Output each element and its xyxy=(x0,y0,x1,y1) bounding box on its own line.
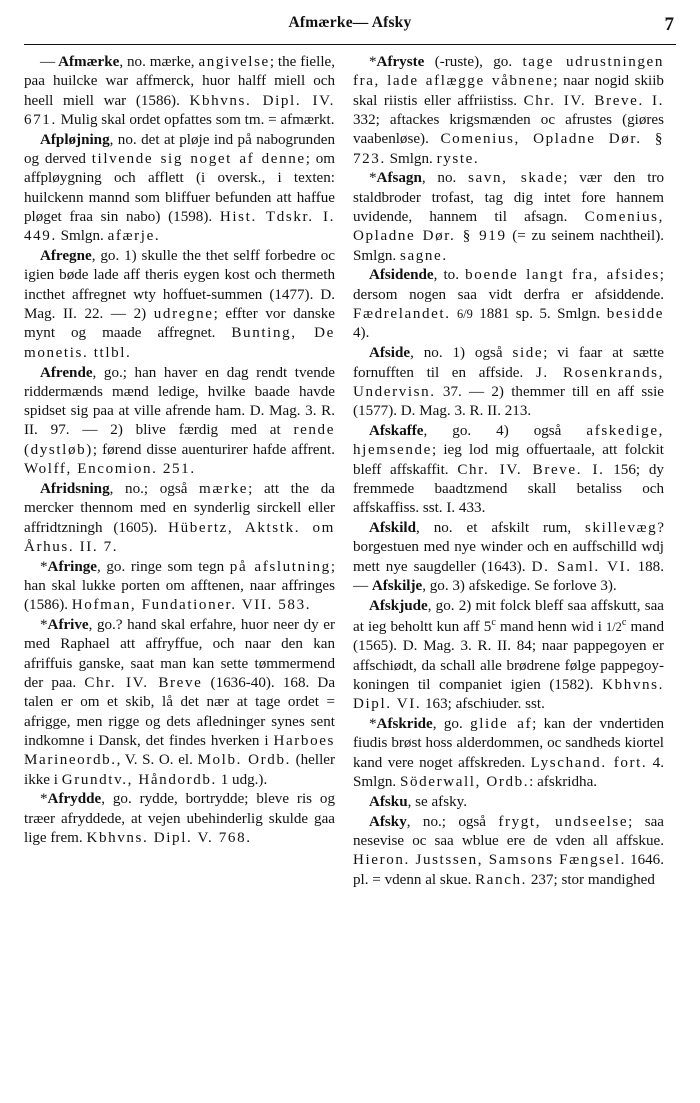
dictionary-entry-afregne: Afregne, go. 1) skulle the thet selff forbedre oc igien bøde lade aff theris eygen kost och thermeth incthet affregnet wty hoffuet-summen (1477). D. Mag. II. 22. — 2) udregne; effter vor danske mynt og maade affregnet. Bunting, De monetis. ttlbl. xyxy=(24,248,336,361)
dictionary-entry-afskride: *Afskride, go. glide af; kan der vndertiden fiudis brøst hoss alderdommen, oc sandheds kiortel kand vere noget affskreden. Lyschand. fort. 4. Smlgn. Söderwall, Ordb.: afskridha. xyxy=(353,716,664,791)
dictionary-entry-afsagn: *Afsagn, no. savn, skade; vær den tro staldbroder trofast, tag dig intet fore hannem uvidende, hannem til afsagn. Comenius, Opladne Dør. § 919 (= zu seinem nachtheil). Smlgn. sagne. xyxy=(353,170,665,264)
dictionary-entry-afsky: Afsky, no.; også frygt, undseelse; saa nesevise oc saa wblue ere de vden all affskue. Hieron. Justssen, Samsons Fængsel. 1646. pl. = vdenn al skue. Ranch. 237; stor mandighed xyxy=(353,813,665,888)
dictionary-entry-afskild: Afskild, no. et afskilt rum, skillevæg? borgestuen med nye winder och en auffschilld wdj mett nye saugdeller (1643). D. Saml. VI. 188. — Afskilje, go. 3) afskedige. Se forlove 3). xyxy=(353,520,664,594)
dictionary-entry-afridsning: Afridsning, no.; også mærke; att the da mercker thennom med en synderlig sirckell eller affridtzningh (1605). Hübertz, Aktstk. om Århus. II. 7. xyxy=(24,480,335,555)
dictionary-entry-afrydde: *Afrydde, go. rydde, bortrydde; bleve ris og træer afryddede, at vejen ubehinderlig skulde gaa lige frem. Kbhvns. Dipl. V. 768. xyxy=(24,791,335,846)
page-number: 7 xyxy=(664,14,674,35)
text-columns xyxy=(24,53,676,890)
dictionary-entry-afsidende: Afsidende, to. boende langt fra, afsides; dersom nogen saa vidt derfra er afsiddende. Fædrelandet. 6/9 1881 sp. 5. Smlgn. besidde 4). xyxy=(353,267,665,342)
header-rule xyxy=(24,44,676,45)
dictionary-entry-afskjude: Afskjude, go. 2) mit folck bleff saa affskutt, saa at ieg beholtt kun aff 5$^c$ mand henn wid i 1/2$^c$ mand (1565). D. Mag. 3. R. II. 84; naar pappegoyen er affschiødt, da schall alle brødrene følge pappegoy-koningen til companiet igien (1582). Kbhvns. Dipl. VI. 163; afschiuder. sst. xyxy=(353,597,665,713)
running-title: Afmærke— Afsky xyxy=(288,14,412,31)
dictionary-entry-afryste: *Afryste (-ruste), go. tage udrustningen fra, lade aflægge våbnene; naar nogid skiib skal riistis eller affriistiss. Chr. IV. Breve. I. 332; aftackes krigsmænden oc afrustes (giøres vaabenløse). Comenius, Opladne Dør. § 723. Smlgn. ryste. xyxy=(353,54,664,167)
left-column xyxy=(24,53,335,849)
page-header xyxy=(24,14,676,40)
dictionary-entry-afsku: Afsku, se afsky. xyxy=(369,793,467,810)
right-column xyxy=(353,53,664,890)
dictionary-entry-afmaerke: — Afmærke, no. mærke, angivelse; the fielle, paa huilcke war affmerck, huor halff miell och heell miell war (1586). Kbhvns. Dipl. IV. 671. Mulig skal ordet opfattes som tm. = afmærkt. xyxy=(24,54,335,128)
dictionary-entry-afrive: *Afrive, go.? hand skal erfahre, huor neer dy er med Raphael att affryffue, och naar den kan afriffuis ganske, saat man kan sette tømmermend der paa. Chr. IV. Breve (1636-40). 168. Da talen er om et skib, lå det nær at tage ordet = afrigge, men rigge og dets afledninger synes sent indkomne i Dansk, det findes hverken i Harboes Marineordb., V. S. O. el. Molb. Ordb. (heller ikke i Grundtv., Håndordb. 1 udg.). xyxy=(24,617,336,788)
dictionary-entry-afskaffe: Afskaffe, go. 4) også afskedige, hjemsende; ieg lod mig offuertaale, att folckit bleff affskaffit. Chr. IV. Breve. I. 156; dy fremmede baadtzmend skall betaliss och affskaffiss. sst. I. 433. xyxy=(353,422,664,517)
dictionary-entry-afringe: *Afringe, go. ringe som tegn på afslutning; han skal lukke porten om afftenen, naar affringes (1586). Hofman, Fundationer. VII. 583. xyxy=(24,558,336,614)
dictionary-entry-afrende: Afrende, go.; han haver en dag rendt tvende riddermænds mænd ledige, hvilke baade havde spidset sig paa at ville afrende ham. D. Mag. 3. R. II. 97. — 2) blive færdig med at rende (dystløb); førend disse auenturirer hafde affrent. Wolff, Encomion. 251. xyxy=(24,364,335,478)
dictionary-entry-afside: Afside, no. 1) også side; vi faar at sætte fornufften til en affside. J. Rosenkrands, Undervisn. 37. — 2) themmer till en aff ssie (1577). D. Mag. 3. R. II. 213. xyxy=(353,345,664,420)
dictionary-entry-afplojning: Afpløjning, no. det at pløje ind på nabogrunden og derved tilvende sig noget af denne; om affpløygning och afflett (i oversk., i texten: huilckenn mannd som bliffuer befunden att haffue pløget fraa sin nabo) (1598). Hist. Tdskr. I. 449. Smlgn. afærje. xyxy=(24,131,335,245)
